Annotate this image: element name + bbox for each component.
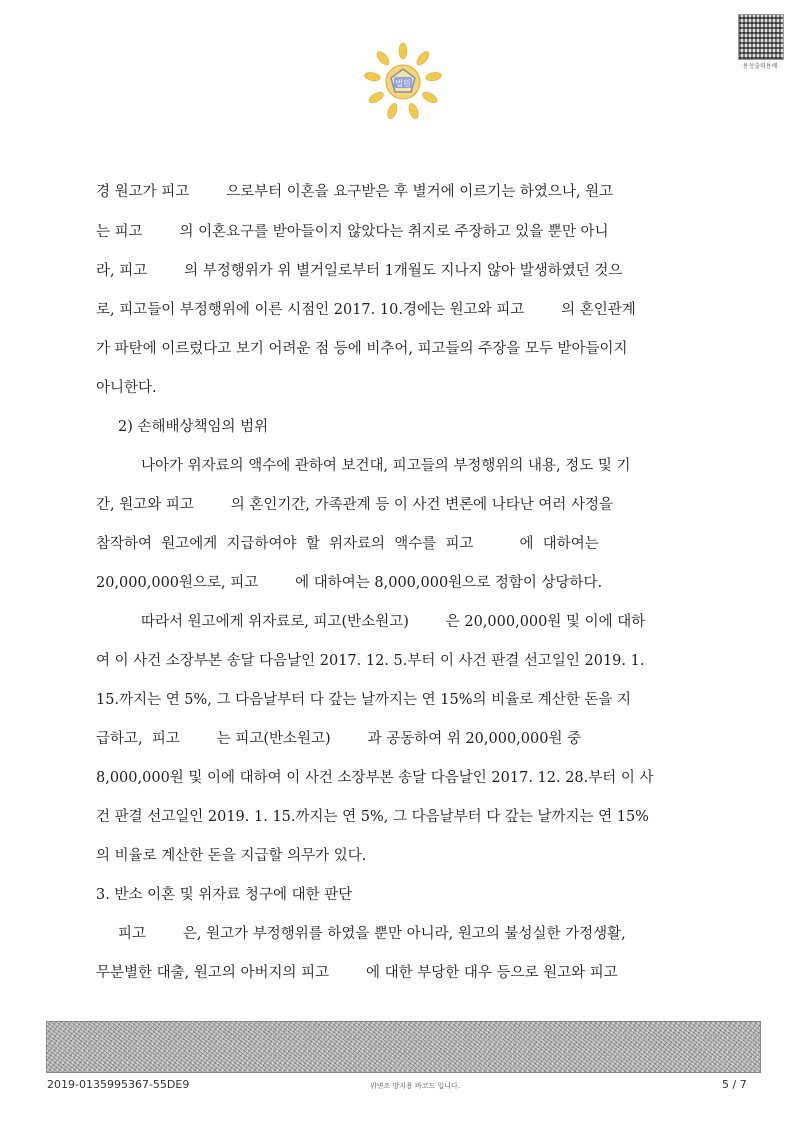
text-line: 피고 은, 원고가 부정행위를 하였을 뿐만 아니라, 원고의 불성실한 가정생활, xyxy=(118,926,626,942)
text-line: 경 원고가 피고 으로부터 이혼을 요구받은 후 별거에 이르기는 하였으나, 원고 xyxy=(96,184,614,200)
text-line: 라, 피고 의 부정행위가 위 별거일로부터 1개월도 지나지 않아 발생하였던 것으 xyxy=(96,263,623,279)
text-line: 참작하여 원고에게 지급하여야 할 위자료의 액수를 피고 에 대하여는 xyxy=(96,536,599,552)
text-line: 나아가 위자료의 액수에 관하여 보건대, 피고들의 부정행위의 내용, 정도 및 기 xyxy=(141,458,631,474)
page-number: 5 / 7 xyxy=(722,1078,747,1091)
text-line: 로, 피고들이 부정행위에 이른 시점인 2017. 10.경에는 원고와 피고 의 혼인관계 xyxy=(96,302,636,318)
text-line: 아니한다. xyxy=(96,380,157,396)
text-line: 간, 원고와 피고 의 혼인기간, 가족관계 등 이 사건 변론에 나타난 여러 사정을 xyxy=(96,497,613,513)
text-line: 8,000,000원 및 이에 대하여 이 사건 소장부본 송달 다음날인 2017. 12. 28.부터 이 사 xyxy=(96,770,654,786)
section-heading: 2) 손해배상책임의 범위 xyxy=(118,419,269,435)
qr-code-icon xyxy=(738,14,784,60)
text-line: 15.까지는 연 5%, 그 다음날부터 다 갚는 날까지는 연 15%의 비율로 계산한 돈을 지 xyxy=(96,692,632,708)
text-line: 따라서 원고에게 위자료로, 피고(반소원고) 은 20,000,000원 및 이에 대하 xyxy=(141,614,646,630)
text-line: 20,000,000원으로, 피고 에 대하여는 8,000,000원으로 정함이 상당하다. xyxy=(96,575,603,591)
section-heading: 3. 반소 이혼 및 위자료 청구에 대한 판단 xyxy=(96,887,353,903)
court-emblem-icon xyxy=(363,42,443,122)
text-line: 건 판결 선고일인 2019. 1. 15.까지는 연 5%, 그 다음날부터 다 갚는 날까지는 연 15% xyxy=(96,809,649,825)
qr-caption: 용성출력용배 xyxy=(742,63,778,70)
barcode-note: 위변조 방지용 바코드 입니다. xyxy=(370,1082,461,1090)
text-line: 무분별한 대출, 원고의 아버지의 피고 에 대한 부당한 대우 등으로 원고와 피고 xyxy=(96,965,618,981)
text-line: 의 비율로 계산한 돈을 지급할 의무가 있다. xyxy=(96,848,367,864)
anti-forgery-barcode xyxy=(46,1021,761,1073)
text-line: 여 이 사건 소장부본 송달 다음날인 2017. 12. 5.부터 이 사건 판결 선고일인 2019. 1. xyxy=(96,653,645,669)
text-line: 가 파탄에 이르렀다고 보기 어려운 점 등에 비추어, 피고들의 주장을 모두 받아들이지 xyxy=(96,341,628,357)
text-line: 는 피고 의 이혼요구를 받아들이지 않았다는 취지로 주장하고 있을 뿐만 아니 xyxy=(96,224,609,240)
document-id: 2019-0135995367-55DE9 xyxy=(47,1078,190,1091)
text-line: 급하고, 피고 는 피고(반소원고) 과 공동하여 위 20,000,000원 중 xyxy=(96,731,582,747)
emblem-label: 법원 xyxy=(395,79,411,88)
